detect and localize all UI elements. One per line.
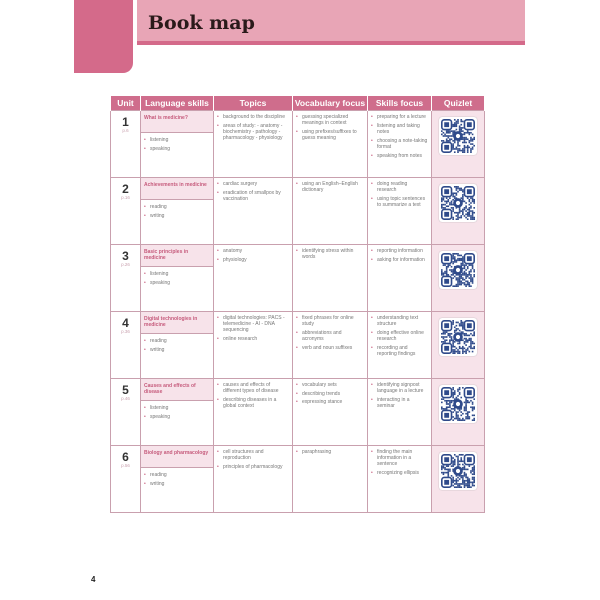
unit-page: p.16 bbox=[121, 195, 130, 200]
unit-number: 6 bbox=[122, 450, 129, 464]
list-item: • online research bbox=[217, 336, 289, 342]
list-item: • recording and reporting findings bbox=[371, 345, 428, 357]
list-item: • fixed phrases for online study bbox=[296, 315, 364, 327]
unit-cell bbox=[111, 446, 141, 513]
list-item: • cardiac surgery bbox=[217, 181, 289, 187]
list-item: • recognizing ellipsis bbox=[371, 470, 428, 476]
list-item: • principles of pharmacology bbox=[217, 464, 289, 470]
table-row bbox=[111, 245, 485, 312]
language-skills-cell bbox=[141, 178, 214, 245]
unit-cell bbox=[111, 379, 141, 446]
quizlet-qr[interactable] bbox=[439, 452, 477, 490]
list-item: • reading bbox=[144, 204, 210, 210]
list-item: • listening and taking notes bbox=[371, 123, 428, 135]
topics-cell bbox=[214, 312, 293, 379]
unit-cell bbox=[111, 111, 141, 178]
table-row bbox=[111, 111, 485, 178]
list-item: • vocabulary sets bbox=[296, 382, 364, 388]
unit-number: 1 bbox=[122, 115, 129, 129]
list-item: • identifying stress within words bbox=[296, 248, 364, 260]
unit-cell bbox=[111, 312, 141, 379]
qr-code-icon bbox=[441, 186, 475, 220]
unit-number: 5 bbox=[122, 383, 129, 397]
list-item: • speaking bbox=[144, 146, 210, 152]
skills-focus-cell bbox=[368, 312, 432, 379]
unit-title: Achievements in medicine bbox=[141, 178, 213, 200]
qr-code-icon bbox=[441, 119, 475, 153]
list-item: • cell structures and reproduction bbox=[217, 449, 289, 461]
quizlet-qr[interactable] bbox=[439, 117, 477, 155]
quizlet-qr[interactable] bbox=[439, 251, 477, 289]
language-skills-cell bbox=[141, 379, 214, 446]
list-item: • writing bbox=[144, 213, 210, 219]
column-header: Language skills bbox=[141, 96, 214, 111]
list-item: • choosing a note-taking format bbox=[371, 138, 428, 150]
list-item: • abbreviations and acronyms bbox=[296, 330, 364, 342]
list-item: • digital technologies: PACS - telemedicine - AI - DNA sequencing bbox=[217, 315, 289, 334]
book-map-table bbox=[110, 95, 485, 513]
unit-number: 2 bbox=[122, 182, 129, 196]
column-header: Quizlet bbox=[432, 96, 485, 111]
list-item: • doing effective online research bbox=[371, 330, 428, 342]
skills-focus-cell bbox=[368, 111, 432, 178]
list-item: • describing diseases in a global context bbox=[217, 397, 289, 409]
topics-cell bbox=[214, 178, 293, 245]
list-item: • physiology bbox=[217, 257, 289, 263]
table-row bbox=[111, 312, 485, 379]
table-row bbox=[111, 446, 485, 513]
list-item: • background to the discipline bbox=[217, 114, 289, 120]
column-header: Topics bbox=[214, 96, 293, 111]
list-item: • describing trends bbox=[296, 391, 364, 397]
skills-focus-cell bbox=[368, 379, 432, 446]
list-item: • preparing for a lecture bbox=[371, 114, 428, 120]
list-item: • identifying signpost language in a lecture bbox=[371, 382, 428, 394]
list-item: • anatomy bbox=[217, 248, 289, 254]
list-item: • using topic sentences to summarize a text bbox=[371, 196, 428, 208]
topics-cell bbox=[214, 379, 293, 446]
language-skills-cell bbox=[141, 245, 214, 312]
unit-title: What is medicine? bbox=[141, 111, 213, 133]
list-item: • doing reading research bbox=[371, 181, 428, 193]
list-item: • using an English–English dictionary bbox=[296, 181, 364, 193]
language-skills-cell bbox=[141, 312, 214, 379]
list-item: • guessing specialized meanings in context bbox=[296, 114, 364, 126]
quizlet-qr[interactable] bbox=[439, 385, 477, 423]
page-title: Book map bbox=[148, 12, 255, 34]
list-item: • listening bbox=[144, 405, 210, 411]
qr-code-icon bbox=[441, 387, 475, 421]
unit-number: 3 bbox=[122, 249, 129, 263]
list-item: • asking for information bbox=[371, 257, 428, 263]
unit-page: p.46 bbox=[121, 396, 130, 401]
list-item: • reporting information bbox=[371, 248, 428, 254]
language-skills-cell bbox=[141, 111, 214, 178]
unit-page: p.36 bbox=[121, 329, 130, 334]
skills-focus-cell bbox=[368, 245, 432, 312]
skills-focus-cell bbox=[368, 178, 432, 245]
topics-cell bbox=[214, 111, 293, 178]
vocabulary-cell bbox=[293, 178, 368, 245]
column-header: Vocabulary focus bbox=[293, 96, 368, 111]
list-item: • areas of study: - anatomy - biochemistry - pathology - pharmacology - physiology bbox=[217, 123, 289, 142]
page-number: 4 bbox=[91, 575, 96, 584]
column-header: Unit bbox=[111, 96, 141, 111]
table-header bbox=[111, 96, 485, 111]
table-row bbox=[111, 379, 485, 446]
list-item: • paraphrasing bbox=[296, 449, 364, 455]
list-item: • reading bbox=[144, 338, 210, 344]
list-item: • speaking bbox=[144, 414, 210, 420]
unit-page: p.26 bbox=[121, 262, 130, 267]
quizlet-cell bbox=[432, 245, 485, 312]
vocabulary-cell bbox=[293, 379, 368, 446]
list-item: • interacting in a seminar bbox=[371, 397, 428, 409]
qr-code-icon bbox=[441, 454, 475, 488]
unit-title: Biology and pharmacology bbox=[141, 446, 213, 468]
list-item: • writing bbox=[144, 347, 210, 353]
unit-title: Digital technologies in medicine bbox=[141, 312, 213, 334]
list-item: • speaking bbox=[144, 280, 210, 286]
unit-title: Causes and effects of disease bbox=[141, 379, 213, 401]
list-item: • speaking from notes bbox=[371, 153, 428, 159]
unit-cell bbox=[111, 178, 141, 245]
language-skills-cell bbox=[141, 446, 214, 513]
banner-strip bbox=[137, 41, 525, 45]
vocabulary-cell bbox=[293, 446, 368, 513]
table-row bbox=[111, 178, 485, 245]
quizlet-qr[interactable] bbox=[439, 184, 477, 222]
list-item: • listening bbox=[144, 137, 210, 143]
column-header: Skills focus bbox=[368, 96, 432, 111]
list-item: • listening bbox=[144, 271, 210, 277]
vocabulary-cell bbox=[293, 111, 368, 178]
quizlet-cell bbox=[432, 312, 485, 379]
quizlet-cell bbox=[432, 446, 485, 513]
side-tab bbox=[74, 0, 133, 73]
list-item: • reading bbox=[144, 472, 210, 478]
quizlet-qr[interactable] bbox=[439, 318, 477, 356]
topics-cell bbox=[214, 446, 293, 513]
list-item: • eradication of smallpox by vaccination bbox=[217, 190, 289, 202]
skills-focus-cell bbox=[368, 446, 432, 513]
list-item: • finding the main information in a sentence bbox=[371, 449, 428, 468]
unit-page: p.56 bbox=[121, 463, 130, 468]
unit-cell bbox=[111, 245, 141, 312]
quizlet-cell bbox=[432, 178, 485, 245]
unit-number: 4 bbox=[122, 316, 129, 330]
list-item: • expressing stance bbox=[296, 399, 364, 405]
vocabulary-cell bbox=[293, 312, 368, 379]
qr-code-icon bbox=[441, 320, 475, 354]
list-item: • verb and noun suffixes bbox=[296, 345, 364, 351]
qr-code-icon bbox=[441, 253, 475, 287]
quizlet-cell bbox=[432, 379, 485, 446]
list-item: • causes and effects of different types of disease bbox=[217, 382, 289, 394]
unit-page: p.6 bbox=[122, 128, 129, 133]
topics-cell bbox=[214, 245, 293, 312]
unit-title: Basic principles in medicine bbox=[141, 245, 213, 267]
list-item: • writing bbox=[144, 481, 210, 487]
list-item: • understanding text structure bbox=[371, 315, 428, 327]
quizlet-cell bbox=[432, 111, 485, 178]
list-item: • using prefixes/suffixes to guess meaning bbox=[296, 129, 364, 141]
vocabulary-cell bbox=[293, 245, 368, 312]
